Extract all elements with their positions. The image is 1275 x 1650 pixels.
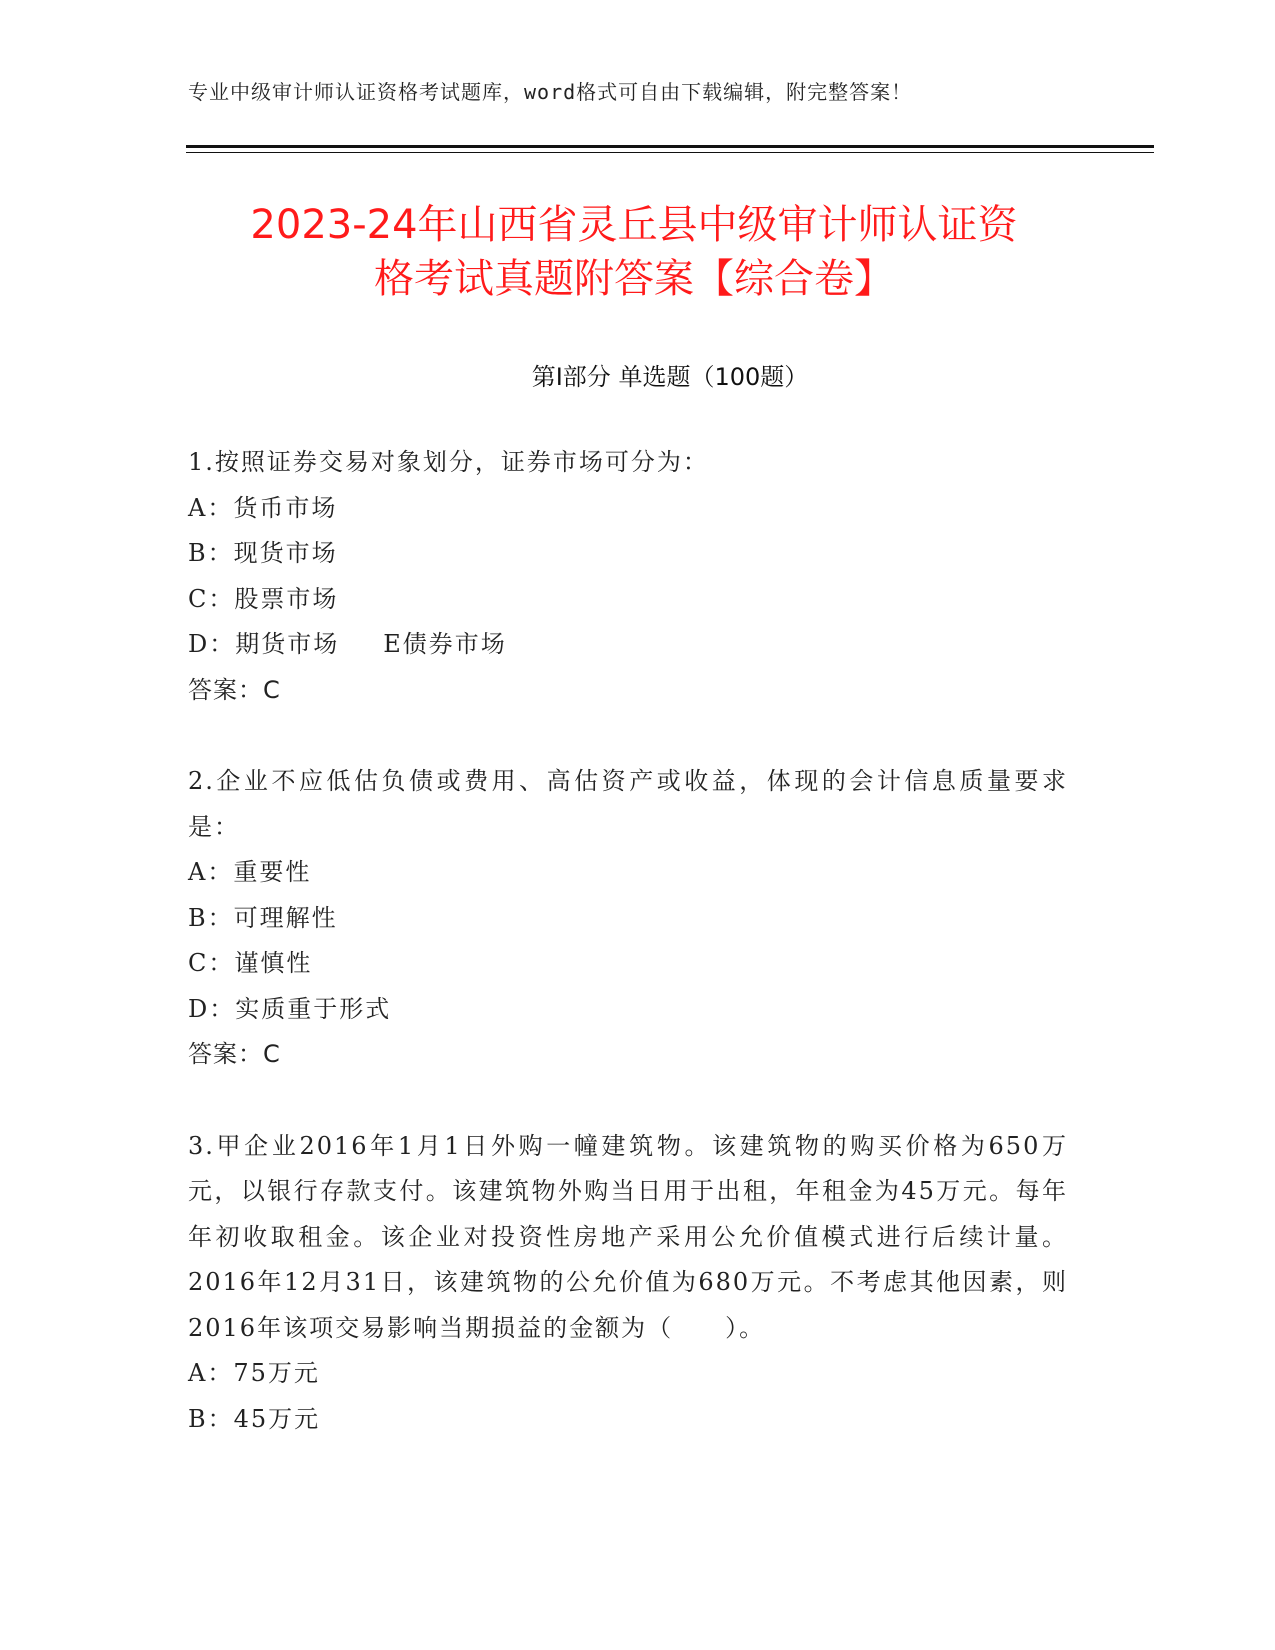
- option-c: C：股票市场: [188, 584, 339, 613]
- option-a: A：重要性: [188, 858, 312, 886]
- header-rule-thick: [186, 145, 1154, 148]
- answer: 答案：C: [188, 1040, 281, 1068]
- question-1: [188, 440, 1068, 713]
- option-a: A：75万元: [188, 1359, 320, 1387]
- option-b: B：可理解性: [188, 903, 338, 932]
- question-2: [188, 759, 1068, 1078]
- option-b: B：现货市场: [188, 539, 338, 567]
- document-title-line-2: 格考试真题附答案【综合卷】: [374, 256, 894, 302]
- option-row-d-e: [188, 622, 1068, 668]
- option-d: D：实质重于形式: [188, 994, 392, 1023]
- header-rule-thin: [186, 152, 1154, 153]
- question-stem: 1.按照证券交易对象划分，证券市场可分为：: [188, 448, 709, 476]
- option-e: E债券市场: [383, 630, 507, 658]
- question-3: [188, 1124, 1068, 1443]
- option-a: A：货币市场: [188, 493, 338, 522]
- question-stem: 3.甲企业2016年1月1日外购一幢建筑物。该建筑物的购买价格为650万元，以银行存款支付。该建筑物外购当日用于出租，年租金为45万元。每年年初收取租金。该企业对投资性房地产采用公允价值模式进行后续计量。2016年12月31日，该建筑物的公允价值为680万元。不考虑其他因素，则2016年该项交易影响当期损益的金额为（ ）。: [188, 1131, 1068, 1342]
- document-title-line-1: 2023-24年山西省灵丘县中级审计师认证资: [250, 202, 1018, 248]
- header-note: 专业中级审计师认证资格考试题库，word格式可自由下载编辑，附完整答案！: [188, 80, 913, 104]
- section-title: 第Ⅰ部分 单选题（100题）: [531, 363, 809, 391]
- question-list: [188, 440, 1068, 1488]
- option-c: C：谨慎性: [188, 949, 313, 977]
- question-stem: 2.企业不应低估负债或费用、高估资产或收益，体现的会计信息质量要求是：: [188, 767, 1068, 841]
- document-title: [150, 198, 1118, 306]
- answer: 答案：C: [188, 675, 281, 704]
- option-b: B：45万元: [188, 1404, 321, 1433]
- option-d: D：期货市场: [188, 630, 340, 658]
